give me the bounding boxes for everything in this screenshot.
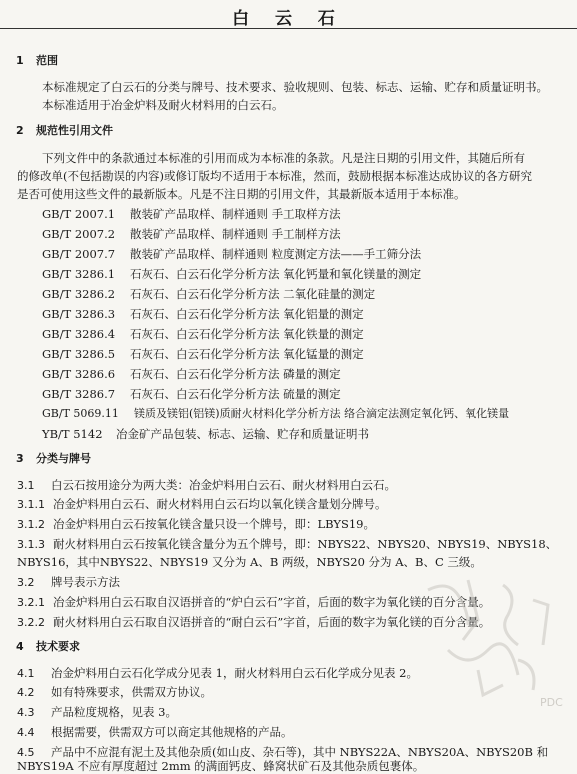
clause: 3.2 牌号表示方法 [17,575,120,589]
clause: 3.1 白云石按用途分为两大类：冶金炉料用白云石、耐火材料用白云石。 [17,478,396,492]
paragraph: 本标准规定了白云石的分类与牌号、技术要求、验收规则、包装、标志、运输、贮存和质量证明书。 [42,80,548,94]
section-number: 2 [16,124,24,137]
clause: 4.3 产品粒度规格，见表 3。 [17,705,177,719]
document-title: 白 云 石 [232,9,345,29]
reference-item: GB/T 5069.11 镁质及镁铝(铝镁)质耐火材料化学分析方法 络合滴定法测定氧化钙、氧化镁量 [42,407,510,420]
section-4-heading [16,639,80,655]
clause: 4.2 如有特殊要求，供需双方协议。 [17,685,212,699]
section-number: 3 [16,452,24,465]
section-1-heading [16,53,58,69]
paragraph: 下列文件中的条款通过本标准的引用而成为本标准的条款。凡是注日期的引用文件，其随后所有 [42,151,525,165]
section-title: 规范性引用文件 [36,124,113,137]
paragraph: 的修改单(不包括勘误的内容)或修订版均不适用于本标准，然而，鼓励根据本标准达成协议的各方研究 [17,169,532,183]
section-number: 1 [16,54,24,67]
reference-item: GB/T 3286.2 石灰石、白云石化学分析方法 二氧化硅量的测定 [42,287,376,301]
reference-item: GB/T 3286.3 石灰石、白云石化学分析方法 氧化铝量的测定 [42,307,364,321]
reference-item: GB/T 3286.6 石灰石、白云石化学分析方法 磷量的测定 [42,367,341,381]
clause: 3.1.3 耐火材料用白云石按氧化镁含量分为五个牌号，即：NBYS22、NBYS20、NBYS19、NBYS18、 [17,537,558,551]
clause: 3.1.1 冶金炉料用白云石、耐火材料用白云石均以氧化镁含量划分牌号。 [17,497,387,511]
section-title: 分类与牌号 [36,452,91,465]
clause: 3.2.1 冶金炉料用白云石取自汉语拼音的“炉白云石”字首，后面的数字为氧化镁的百分含量。 [17,595,491,609]
section-2-heading [16,123,113,139]
reference-item: GB/T 2007.2 散装矿产品取样、制样通则 手工制样方法 [42,227,341,241]
clause: 3.1.2 冶金炉料用白云石按氧化镁含量只设一个牌号，即：LBYS19。 [17,517,375,531]
clause: 4.5 产品中不应混有泥土及其他杂质(如山皮、杂石等)，其中 NBYS22A、NBYS20A、NBYS20B 和 [17,745,549,759]
clause-continuation: NBYS16，其中NBYS22、NBYS19 又分为 A、B 两级，NBYS20 分为 A、B、C 三级。 [17,555,482,569]
paragraph: 是否可使用这些文件的最新版本。凡是不注日期的引用文件，其最新版本适用于本标准。 [17,187,466,201]
title-rule [0,28,577,29]
reference-item: GB/T 2007.7 散装矿产品取样、制样通则 粒度测定方法——手工筛分法 [42,247,422,261]
reference-item: GB/T 3286.1 石灰石、白云石化学分析方法 氧化钙量和氧化镁量的测定 [42,267,422,281]
reference-item: GB/T 3286.5 石灰石、白云石化学分析方法 氧化锰量的测定 [42,347,364,361]
section-title: 技术要求 [36,640,80,653]
section-3-heading [16,451,91,467]
paragraph: 本标准适用于冶金炉料及耐火材料用的白云石。 [42,98,284,112]
reference-item: GB/T 2007.1 散装矿产品取样、制样通则 手工取样方法 [42,207,341,221]
clause-continuation: NBYS19A 不应有厚度超过 2mm 的满面钙皮、蜂窝状矿石及其他杂质包裹体。 [17,759,425,773]
clause: 4.1 冶金炉料用白云石化学成分见表 1，耐火材料用白云石化学成分见表 2。 [17,666,418,680]
section-number: 4 [16,640,24,653]
seal-watermark [408,560,568,710]
reference-item: GB/T 3286.7 石灰石、白云石化学分析方法 硫量的测定 [42,387,341,401]
section-title: 范围 [36,54,58,67]
clause: 4.4 根据需要，供需双方可以商定其他规格的产品。 [17,725,293,739]
reference-item: GB/T 3286.4 石灰石、白云石化学分析方法 氧化铁量的测定 [42,327,364,341]
clause: 3.2.2 耐火材料用白云石取自汉语拼音的“耐白云石”字首，后面的数字为氧化镁的百分含量。 [17,615,491,629]
watermark-text: PDC [540,696,563,709]
reference-item: YB/T 5142 冶金矿产品包装、标志、运输、贮存和质量证明书 [42,427,369,441]
